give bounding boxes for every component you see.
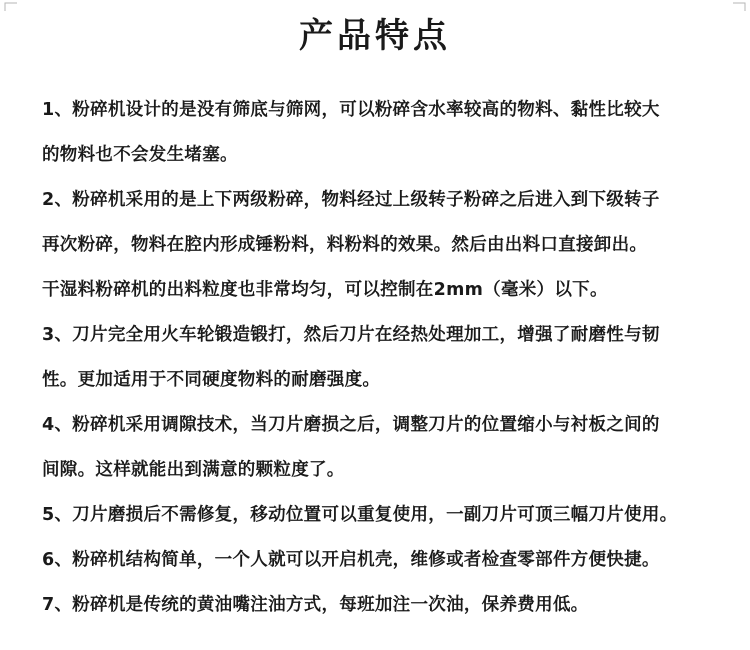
feature-line: 5、刀片磨损后不需修复，移动位置可以重复使用，一副刀片可顶三幅刀片使用。 — [42, 505, 678, 525]
feature-list — [42, 88, 722, 628]
feature-line: 干湿料粉碎机的出料粒度也非常均匀，可以控制在2mm（毫米）以下。 — [42, 280, 608, 300]
feature-line: 7、粉碎机是传统的黄油嘴注油方式，每班加注一次油，保养费用低。 — [42, 595, 589, 615]
feature-line: 2、粉碎机采用的是上下两级粉碎，物料经过上级转子粉碎之后进入到下级转子 — [42, 190, 660, 210]
corner-mark-icon — [732, 2, 746, 12]
feature-line: 的物料也不会发生堵塞。 — [42, 145, 238, 165]
feature-line: 再次粉碎，物料在腔内形成锤粉料，料粉料的效果。然后由出料口直接卸出。 — [42, 235, 648, 255]
feature-line: 6、粉碎机结构简单，一个人就可以开启机壳，维修或者检查零部件方便快捷。 — [42, 550, 660, 570]
corner-mark-icon — [4, 2, 18, 12]
feature-line: 性。更加适用于不同硬度物料的耐磨强度。 — [42, 370, 381, 390]
feature-line: 3、刀片完全用火车轮锻造锻打，然后刀片在经热处理加工，增强了耐磨性与韧 — [42, 325, 660, 345]
feature-line: 4、粉碎机采用调隙技术，当刀片磨损之后，调整刀片的位置缩小与衬板之间的 — [42, 415, 660, 435]
feature-line: 间隙。这样就能出到满意的颗粒度了。 — [42, 460, 345, 480]
feature-line: 1、粉碎机设计的是没有筛底与筛网，可以粉碎含水率较高的物料、黏性比较大 — [42, 100, 660, 120]
page-title: 产品特点 — [299, 16, 451, 56]
